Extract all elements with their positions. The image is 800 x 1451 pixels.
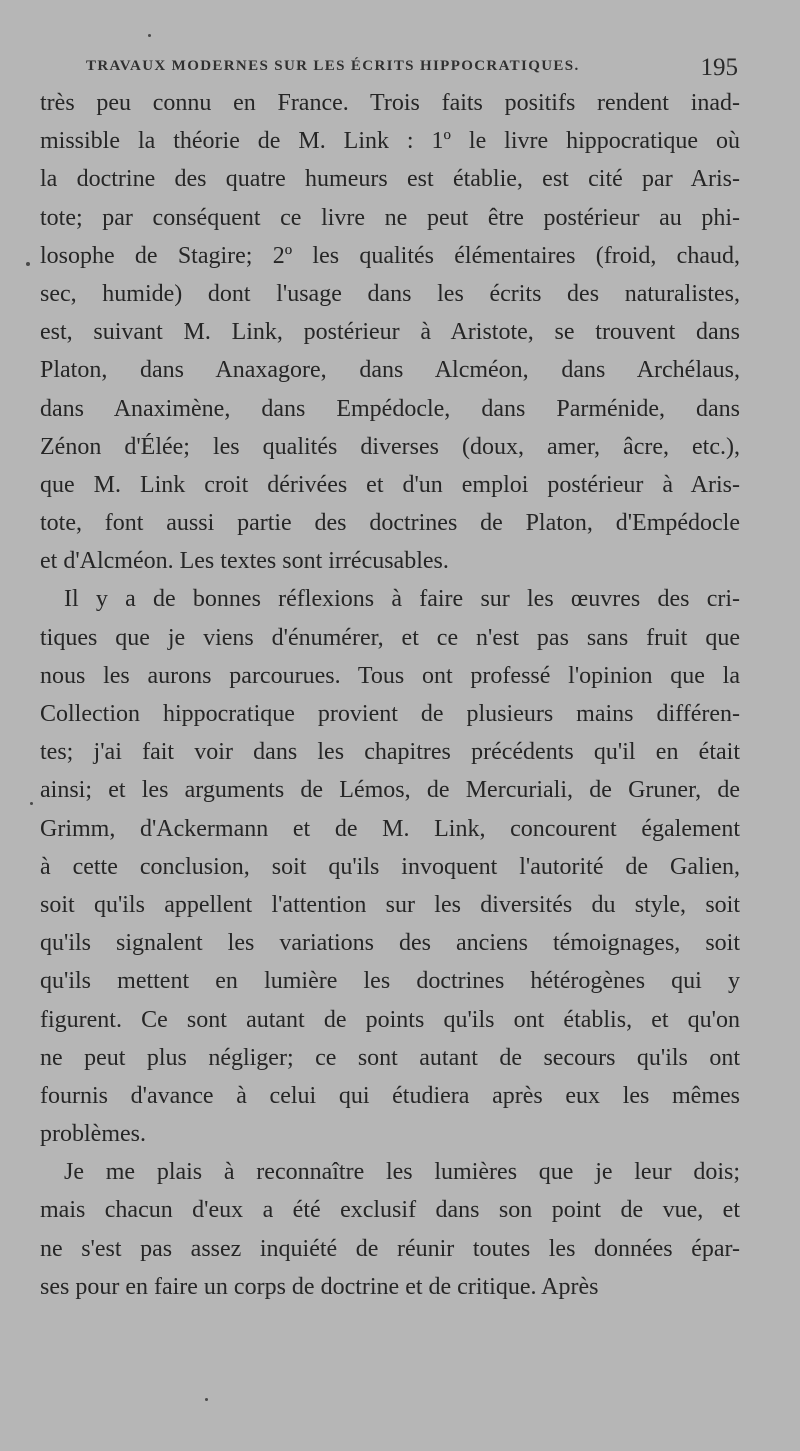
text-line: soit qu'ils appellent l'attention sur les diversités du style, soit <box>40 891 740 918</box>
text-line: qu'ils signalent les variations des anciens témoignages, soit <box>40 930 740 957</box>
text-line: Grimm, d'Ackermann et de M. Link, concourent également <box>40 815 740 842</box>
text-line: dans Anaximène, dans Empédocle, dans Parménide, dans <box>40 395 740 422</box>
text-line: ainsi; et les arguments de Lémos, de Mercuriali, de Gruner, de <box>40 777 740 804</box>
text-line: Il y a de bonnes réflexions à faire sur les œuvres des cri- <box>64 586 740 613</box>
text-line: tote, font aussi partie des doctrines de Platon, d'Empédocle <box>40 510 740 537</box>
text-line: Collection hippocratique provient de plusieurs mains différen- <box>40 701 740 727</box>
text-line: fournis d'avance à celui qui étudiera après eux les mêmes <box>40 1082 740 1109</box>
text-line: ne s'est pas assez inquiété de réunir toutes les données épar- <box>40 1235 740 1262</box>
text-line: qu'ils mettent en lumière les doctrines hétérogènes qui y <box>40 968 740 995</box>
paragraph <box>40 84 740 580</box>
text-line: missible la théorie de M. Link : 1º le livre hippocratique où <box>40 128 740 155</box>
text-line: problèmes. <box>40 1121 146 1148</box>
text-line: ne peut plus négliger; ce sont autant de secours qu'ils ont <box>40 1044 740 1071</box>
text-line: tote; par conséquent ce livre ne peut être postérieur au phi- <box>40 204 740 231</box>
text-line: nous les aurons parcourues. Tous ont professé l'opinion que la <box>40 662 740 689</box>
running-title: TRAVAUX MODERNES SUR LES ÉCRITS HIPPOCRATIQUES. <box>86 58 580 74</box>
print-speck <box>205 1398 208 1401</box>
text-line: est, suivant M. Link, postérieur à Aristote, se trouvent dans <box>40 319 740 346</box>
text-line: la doctrine des quatre humeurs est établie, est cité par Aris- <box>40 166 740 193</box>
text-line: à cette conclusion, soit qu'ils invoquent l'autorité de Galien, <box>40 853 740 880</box>
text-line: tes; j'ai fait voir dans les chapitres précédents qu'il en était <box>40 739 740 766</box>
running-head <box>86 52 744 86</box>
text-line: losophe de Stagire; 2º les qualités élémentaires (froid, chaud, <box>40 242 740 269</box>
text-line: que M. Link croit dérivées et d'un emploi postérieur à Aris- <box>40 471 740 498</box>
text-line: Zénon d'Élée; les qualités diverses (doux, amer, âcre, etc.), <box>40 433 740 460</box>
text-line: figurent. Ce sont autant de points qu'ils ont établis, et qu'on <box>40 1006 740 1033</box>
text-line: mais chacun d'eux a été exclusif dans son point de vue, et <box>40 1197 740 1224</box>
text-line: très peu connu en France. Trois faits positifs rendent inad- <box>40 90 740 116</box>
paragraph <box>40 1153 740 1306</box>
print-speck <box>26 262 30 266</box>
paragraph <box>40 580 740 1153</box>
text-line: ses pour en faire un corps de doctrine et de critique. Après <box>40 1273 599 1300</box>
page-number: 195 <box>700 54 738 81</box>
text-line: Platon, dans Anaxagore, dans Alcméon, dans Archélaus, <box>40 357 740 384</box>
text-line: Je me plais à reconnaître les lumières que je leur dois; <box>64 1159 740 1186</box>
text-line: sec, humide) dont l'usage dans les écrits des naturalistes, <box>40 280 740 307</box>
text-line: et d'Alcméon. Les textes sont irrécusables. <box>40 548 449 575</box>
print-speck <box>148 34 151 37</box>
print-speck <box>30 802 33 805</box>
body-text <box>40 84 740 1306</box>
text-line: tiques que je viens d'énumérer, et ce n'est pas sans fruit que <box>40 624 740 651</box>
